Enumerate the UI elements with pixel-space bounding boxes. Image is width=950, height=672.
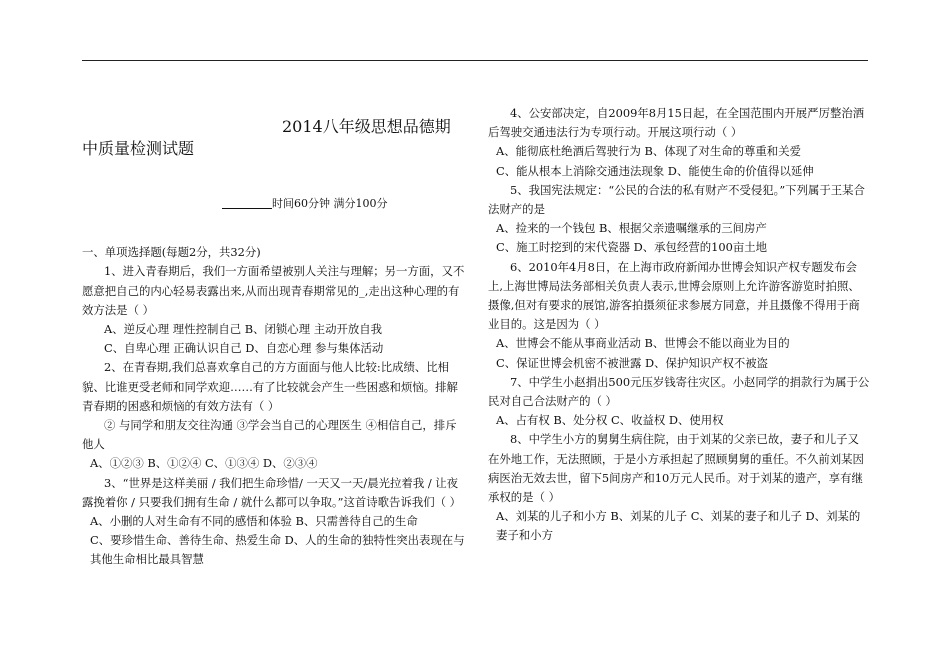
time-underline (222, 196, 272, 209)
q1-options-cd: C、自卑心理 正确认识自己 D、自恋心理 参与集体活动 (104, 341, 384, 356)
question-3: 3、“世界是这样美丽 / 我们把生命珍惜/ 一天又一天/晨光拉着我 / 让夜露挽着你 / 只要我们拥有生命 / 就什么都可以争取。”这首诗歌告诉我们（ ） (82, 475, 462, 509)
q2-options: A、①②③ B、①②④ C、①③④ D、②③④ (90, 456, 318, 471)
question-8: 8、中学生小方的舅舅生病住院，由于刘某的父亲已故，妻子和儿子又在外地工作，无法照顾，于是小方承担起了照顾舅舅的重任。不久前刘某因病医治无效去世，留下5间房产和10万元人民币。对于刘某的遗产，享有继承权的是（ ） (488, 432, 864, 505)
q6-options-ab: A、世博会不能从事商业活动 B、世博会不能以商业为目的 (496, 336, 790, 351)
q6-options-cd: C、保证世博会机密不被泄露 D、保护知识产权不被盗 (496, 355, 769, 370)
q3-options-cd: C、要珍惜生命、善待生命、热爱生命 D、人的生命的独特性突出表现在与其他生命相比最具智慧 (90, 533, 465, 567)
exam-title-line2: 中质量检测试题 (82, 139, 195, 158)
question-6: 6、2010年4月8日，在上海市政府新闻办世博会知识产权专题发布会上,上海世博局法务部相关负责人表示,世博会原则上允许游客游览时拍照、摄像,但对有要求的展馆,游客拍摄须征求参展方同意，并且摄像不得用于商业目的。这是因为（ ） (488, 259, 860, 332)
q7-options: A、占有权 B、处分权 C、收益权 D、使用权 (496, 413, 724, 428)
q2-statements: ② 与同学和朋友交往沟通 ③学会当自己的心理医生 ④相信自己，排斥他人 (82, 418, 457, 452)
question-5: 5、我国宪法规定：“公民的合法的私有财产不受侵犯。”下列属于王某合法财产的是 (488, 182, 865, 217)
q4-options-cd: C、能从根本上消除交通违法现象 D、能使生命的价值得以延伸 (496, 163, 814, 178)
q3-options-ab: A、小删的人对生命有不同的感悟和体验 B、只需善待自己的生命 (90, 514, 418, 529)
q8-options: A、刘某的儿子和小方 B、刘某的儿子 C、刘某的妻子和儿子 D、刘某的妻子和小方 (496, 509, 861, 543)
question-4: 4、公安部决定，自2009年8月15日起，在全国范围内开展严厉整治酒后驾驶交通违法行为专项行动。开展这项行动（ ） (488, 106, 865, 140)
time-info (82, 194, 466, 213)
right-column (488, 104, 870, 546)
exam-title-line1: 2014八年级思想品德期 (282, 117, 451, 136)
section-heading: 一、单项选择题(每题2分，共32分) (82, 245, 261, 260)
q4-options-ab: A、能彻底杜绝酒后驾驶行为 B、体现了对生命的尊重和关爱 (496, 144, 801, 159)
q5-options-ab: A、捡来的一个钱包 B、根据父亲遗嘱继承的三间房产 (496, 221, 767, 236)
question-7: 7、中学生小赵捐出500元压岁钱寄往灾区。小赵同学的捐款行为属于公民对自己合法财产的（ ） (488, 374, 870, 409)
left-column (82, 108, 466, 570)
top-rule (82, 60, 868, 61)
time-info-text: 时间60分钟 满分100分 (272, 197, 388, 210)
q1-options-ab: A、逆反心理 理性控制自己 B、闭锁心理 主动开放自我 (104, 322, 383, 337)
q5-options-cd: C、施工时挖到的宋代瓷器 D、承包经营的100亩土地 (496, 240, 768, 255)
question-1: 1、进入青春期后，我们一方面希望被别人关注与理解；另一方面，又不愿意把自己的内心轻易表露出来,从而出现青春期常见的_,走出这种心理的有效方法是（ ） (82, 264, 465, 317)
question-2: 2、在青春期,我们总喜欢拿自己的方方面面与他人比较:比成绩、比相貌、比谁更受老师和同学欢迎……有了比较就会产生一些困惑和烦恼。排解青春期的困惑和烦恼的有效方法有（ ） (82, 360, 458, 413)
